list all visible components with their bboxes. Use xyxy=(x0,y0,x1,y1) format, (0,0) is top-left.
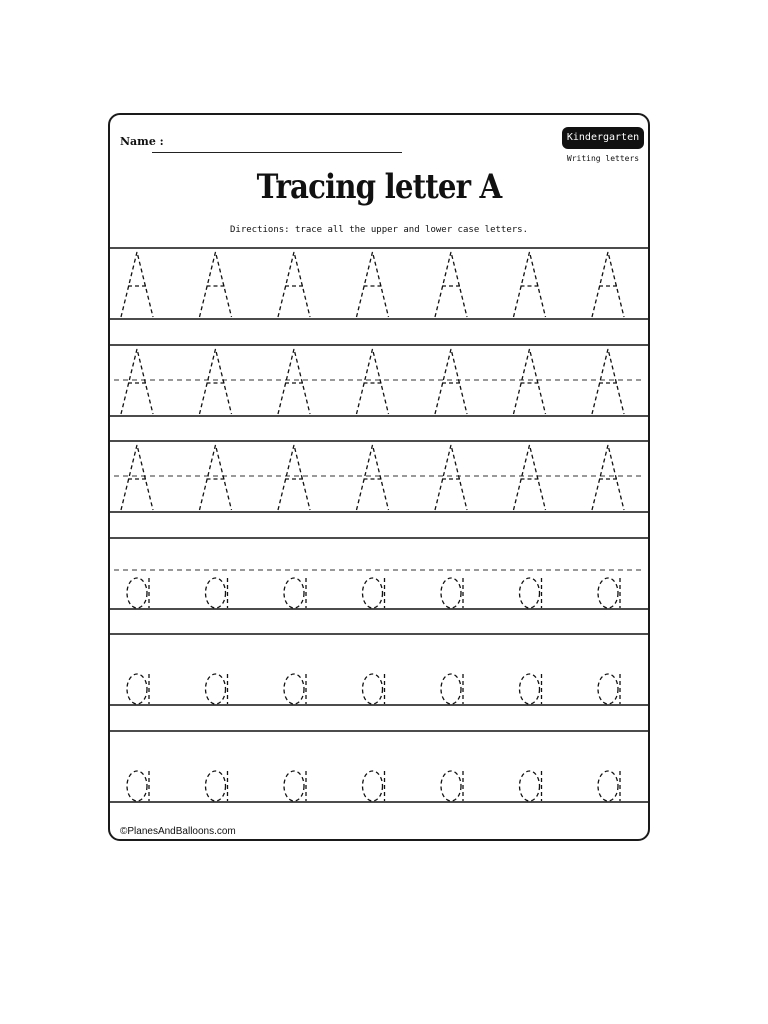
trace-letter xyxy=(363,674,385,704)
trace-letter xyxy=(514,252,546,317)
trace-letter xyxy=(200,252,232,317)
trace-letter xyxy=(278,349,310,414)
trace-letter xyxy=(514,445,546,510)
trace-letter xyxy=(441,674,463,704)
tracing-row xyxy=(110,538,648,609)
tracing-rows xyxy=(110,115,648,839)
trace-letter xyxy=(200,445,232,510)
trace-letter xyxy=(357,252,389,317)
trace-letter xyxy=(200,349,232,414)
trace-letter xyxy=(278,252,310,317)
trace-letter xyxy=(435,349,467,414)
trace-letter xyxy=(206,578,228,608)
tracing-row xyxy=(110,731,648,802)
trace-letter xyxy=(121,445,153,510)
trace-letter xyxy=(435,252,467,317)
trace-letter xyxy=(284,674,306,704)
trace-letter xyxy=(520,578,542,608)
trace-letter xyxy=(206,674,228,704)
page-title: Tracing letter A xyxy=(256,167,502,207)
trace-letter xyxy=(441,578,463,608)
trace-letter xyxy=(284,578,306,608)
trace-letter xyxy=(127,578,149,608)
trace-letter xyxy=(520,771,542,801)
trace-letter xyxy=(520,674,542,704)
trace-letter xyxy=(357,445,389,510)
trace-letter xyxy=(127,771,149,801)
trace-letter xyxy=(441,771,463,801)
trace-letter xyxy=(127,674,149,704)
trace-letter xyxy=(592,252,624,317)
trace-letter xyxy=(592,445,624,510)
trace-letter xyxy=(598,578,620,608)
trace-letter xyxy=(592,349,624,414)
name-label: Name : xyxy=(120,135,164,148)
tracing-row xyxy=(110,441,648,512)
trace-letter xyxy=(206,771,228,801)
badge-sublabel: Writing letters xyxy=(566,154,640,163)
trace-letter xyxy=(278,445,310,510)
trace-letter xyxy=(598,674,620,704)
worksheet xyxy=(108,113,650,841)
directions-text: Directions: trace all the upper and lower case letters. xyxy=(229,225,528,235)
trace-letter xyxy=(121,349,153,414)
tracing-row xyxy=(110,248,648,319)
trace-letter xyxy=(363,771,385,801)
trace-letter xyxy=(121,252,153,317)
tracing-row xyxy=(110,345,648,416)
trace-letter xyxy=(284,771,306,801)
trace-letter xyxy=(598,771,620,801)
trace-letter xyxy=(357,349,389,414)
copyright-footer: ©PlanesAndBalloons.com xyxy=(120,826,236,837)
tracing-row xyxy=(110,634,648,705)
grade-badge: Kindergarten xyxy=(562,127,644,149)
trace-letter xyxy=(514,349,546,414)
trace-letter xyxy=(363,578,385,608)
trace-letter xyxy=(435,445,467,510)
